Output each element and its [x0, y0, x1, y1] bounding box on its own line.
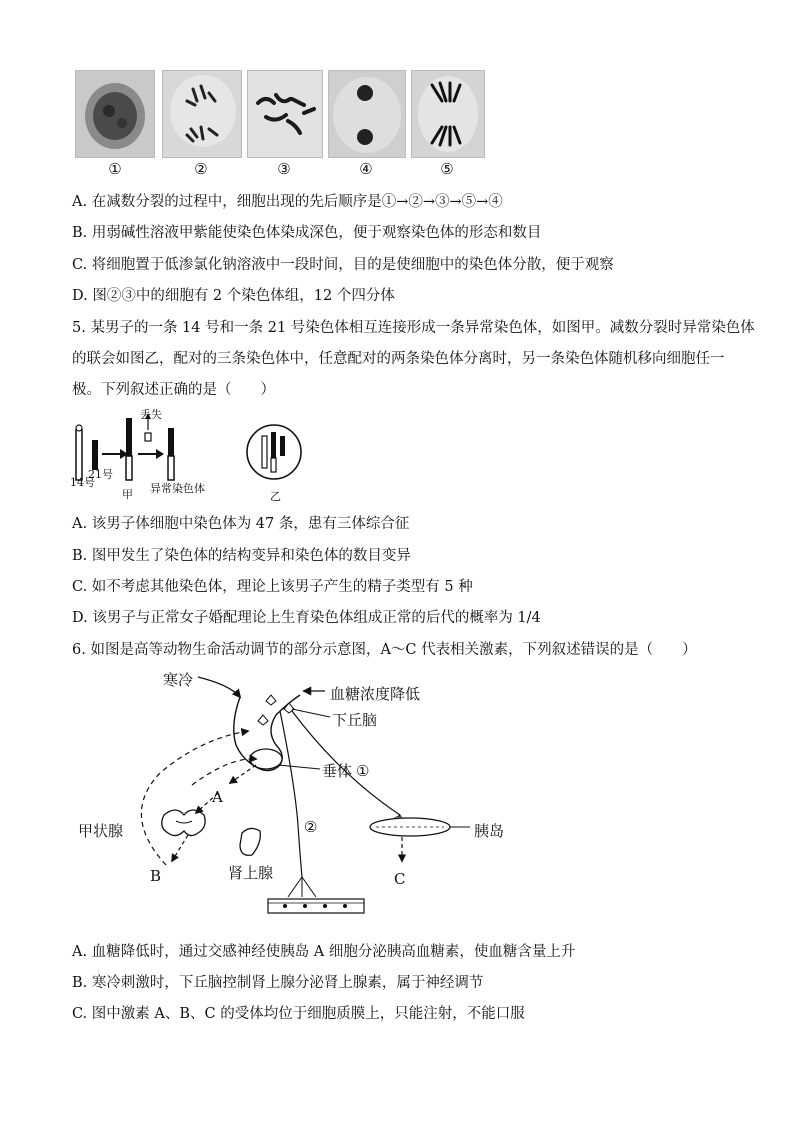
q5-stem-line-2: 的联会如图乙，配对的三条染色体中，任意配对的两条染色体分离时，另一条染色体随机移向细胞任一 — [72, 351, 725, 367]
label-thyroid: 甲状腺 — [78, 822, 124, 840]
label-chr21: 21号 — [88, 468, 113, 481]
label-hormone-b: B — [150, 867, 162, 885]
micrograph-label-5: ⑤ — [440, 160, 454, 178]
q5-option-b: B. 图甲发生了染色体的结构变异和染色体的数目变异 — [72, 548, 411, 564]
label-jia: 甲 — [122, 488, 133, 501]
micrograph-4 — [328, 70, 406, 158]
q5-stem-line-1: 5. 某男子的一条 14 号和一条 21 号染色体相互连接形成一条异常染色体，如图甲。减数分裂时异常染色体 — [72, 320, 755, 336]
micrograph-label-3: ③ — [277, 160, 291, 178]
q4-option-b: B. 用弱碱性溶液甲紫能使染色体染成深色，便于观察染色体的形态和数目 — [72, 225, 542, 241]
q4-option-a: A. 在减数分裂的过程中，细胞出现的先后顺序是①→②→③→⑤→④ — [72, 194, 503, 210]
q5-stem-line-3: 极。下列叙述正确的是（ ） — [72, 382, 275, 398]
synapsis-figure-yi — [244, 422, 304, 482]
q6-option-a: A. 血糖降低时，通过交感神经使胰岛 A 细胞分泌胰高血糖素，使血糖含量上升 — [72, 944, 576, 960]
q5-option-c: C. 如不考虑其他染色体，理论上该男子产生的精子类型有 5 种 — [72, 579, 473, 595]
q6-option-c: C. 图中激素 A、B、C 的受体均位于细胞质膜上，只能注射，不能口服 — [72, 1006, 525, 1022]
q6-option-b: B. 寒冷刺激时，下丘脑控制肾上腺分泌肾上腺素，属于神经调节 — [72, 975, 484, 991]
micrograph-label-4: ④ — [359, 160, 373, 178]
label-low-blood-sugar: 血糖浓度降低 — [330, 685, 421, 703]
label-pituitary: 垂体 — [322, 762, 353, 780]
micrograph-3 — [247, 70, 323, 158]
q4-option-c: C. 将细胞置于低渗氯化钠溶液中一段时间，目的是使细胞中的染色体分散，便于观察 — [72, 257, 614, 273]
label-circle-2: ② — [304, 818, 318, 836]
label-hormone-a: A — [212, 788, 223, 806]
micrograph-label-2: ② — [194, 160, 208, 178]
q4-option-d: D. 图②③中的细胞有 2 个染色体组，12 个四分体 — [72, 288, 395, 304]
micrograph-5 — [411, 70, 485, 158]
q6-stem: 6. 如图是高等动物生命活动调节的部分示意图，A～C 代表相关激素，下列叙述错误的是（ ） — [72, 642, 697, 658]
label-hypothalamus: 下丘脑 — [332, 711, 378, 729]
micrograph-1 — [75, 70, 155, 158]
q5-option-a: A. 该男子体细胞中染色体为 47 条，患有三体综合征 — [72, 516, 410, 532]
label-islet: 胰岛 — [474, 822, 505, 840]
label-lost: 丢失 — [140, 408, 162, 421]
micrograph-label-1: ① — [108, 160, 122, 178]
label-chr14: 14号 — [70, 476, 95, 489]
label-abnormal-chromosome: 异常染色体 — [150, 482, 205, 495]
label-adrenal: 肾上腺 — [228, 864, 274, 882]
label-cold: 寒冷 — [163, 671, 194, 689]
hormone-regulation-diagram — [80, 665, 540, 935]
label-yi: 乙 — [270, 490, 281, 503]
label-circle-1: ① — [356, 762, 370, 780]
micrograph-2 — [162, 70, 242, 158]
q5-option-d: D. 该男子与正常女子婚配理论上生育染色体组成正常的后代的概率为 1/4 — [72, 610, 541, 626]
label-hormone-c: C — [394, 870, 406, 888]
